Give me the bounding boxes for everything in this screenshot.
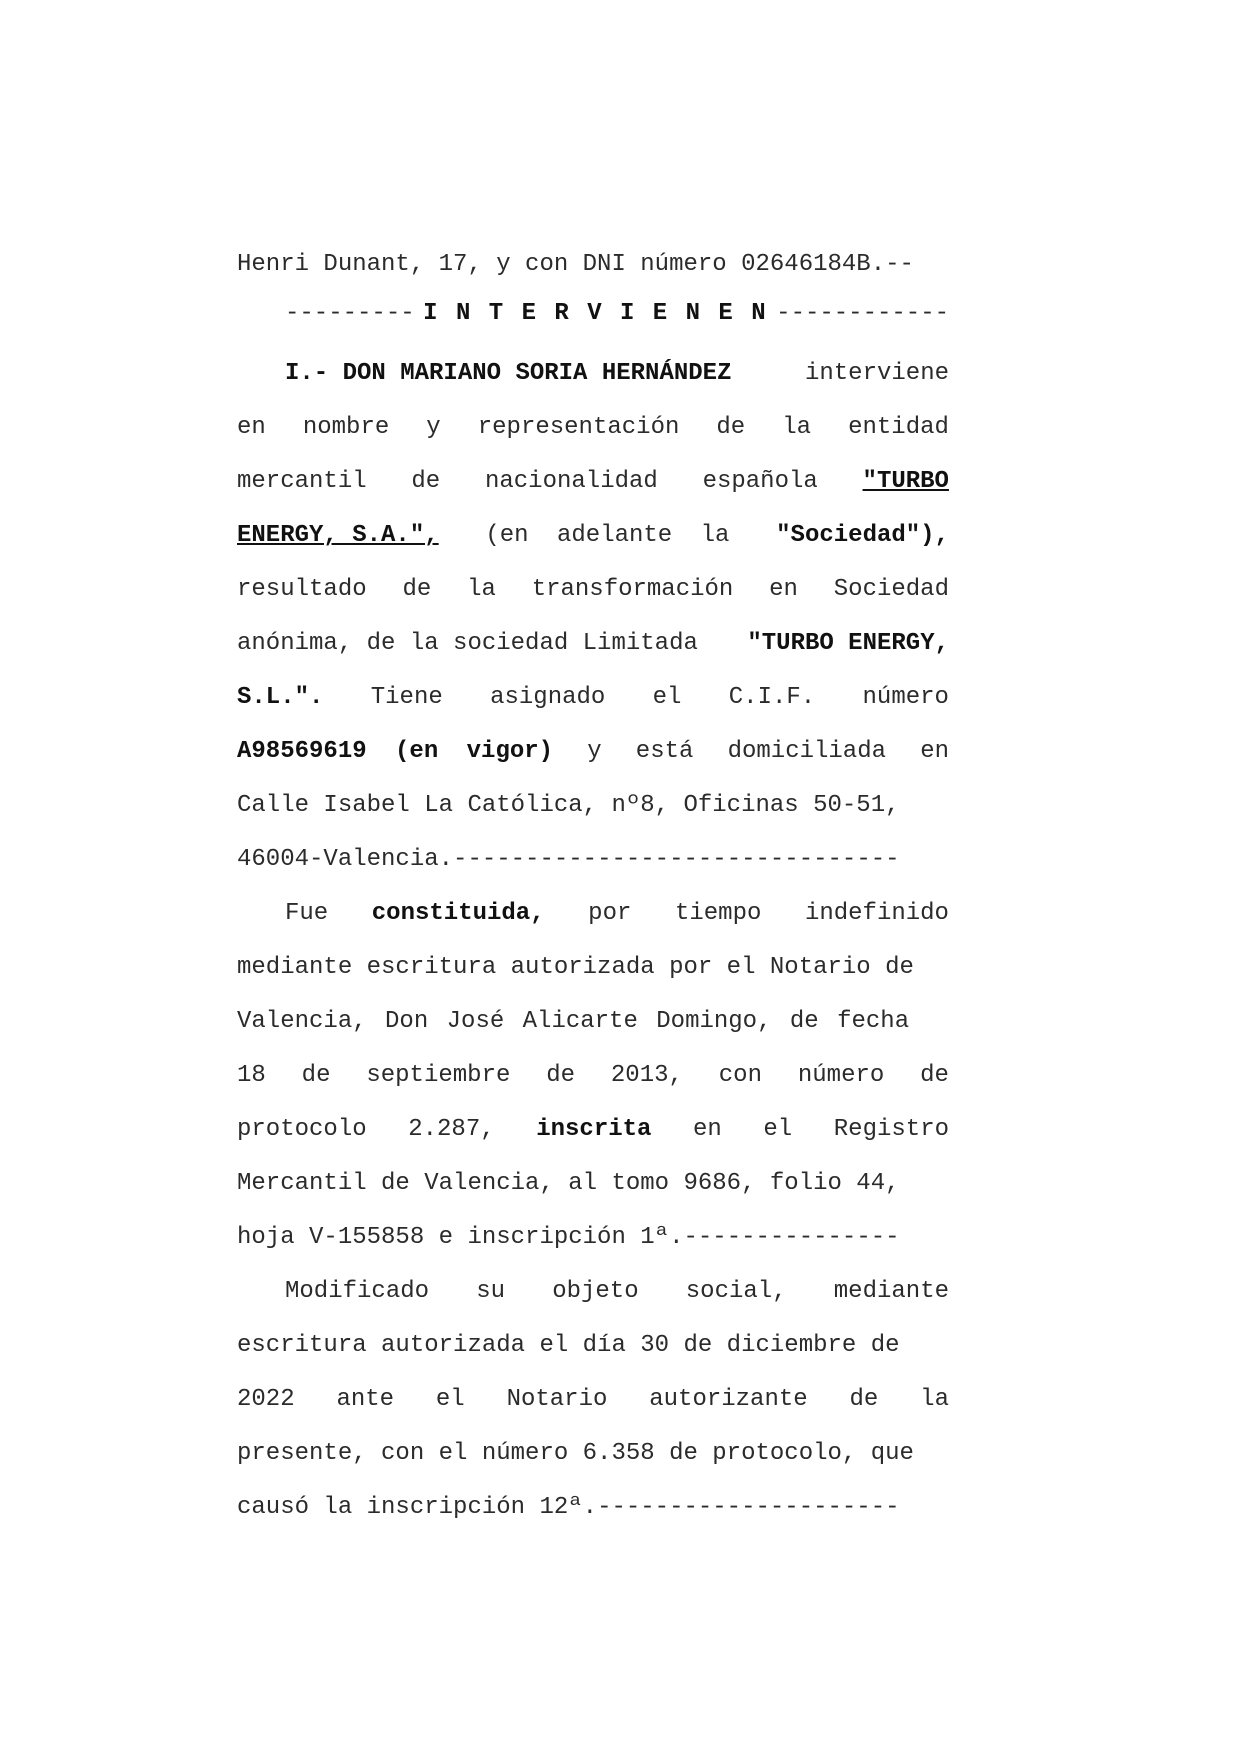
- text-line: [237, 953, 949, 983]
- line-text: hoja V-155858 e inscripción 1ª.: [237, 1224, 684, 1251]
- word: está: [635, 738, 694, 765]
- word: tiempo: [674, 900, 762, 927]
- line-text: causó la inscripción 12ª.: [237, 1494, 598, 1521]
- word: el: [435, 1386, 465, 1413]
- word: el: [763, 1116, 793, 1143]
- text-line: [237, 1331, 949, 1361]
- word: la: [467, 576, 496, 603]
- word: en: [920, 738, 949, 765]
- text-line: [285, 1277, 949, 1307]
- address-text: Calle Isabel La Católica, nº8, Oficinas 50-51,: [237, 792, 900, 819]
- word: entidad: [848, 414, 949, 441]
- word: Tiene: [370, 684, 443, 711]
- word: en: [769, 576, 798, 603]
- word: mercantil: [237, 468, 367, 495]
- word: de: [402, 576, 432, 603]
- word: C.I.F.: [728, 684, 816, 711]
- line-text: escritura autorizada el día 30 de diciembre de: [237, 1332, 900, 1359]
- word: en: [237, 414, 266, 441]
- word: su: [476, 1278, 506, 1305]
- filler-dashes: ---------------: [683, 1224, 900, 1251]
- word: indefinido: [804, 900, 949, 927]
- keyword: inscrita: [536, 1116, 652, 1143]
- word: representación: [477, 414, 680, 441]
- text-line: [237, 1385, 949, 1415]
- line-text: anónima, de la sociedad Limitada: [237, 630, 698, 657]
- word: la: [920, 1386, 949, 1413]
- company-name: ENERGY, S.A.",: [237, 522, 439, 549]
- word: protocolo: [237, 1116, 367, 1143]
- word: y: [587, 738, 602, 765]
- line-text: Mercantil de Valencia, al tomo 9686, folio 44,: [237, 1170, 900, 1197]
- filler-dashes: ---------------------: [597, 1494, 900, 1521]
- text-line: [237, 1439, 949, 1469]
- word: de: [716, 414, 746, 441]
- text-line: [237, 737, 949, 767]
- keyword: constituida,: [371, 900, 545, 927]
- text-line: [237, 845, 927, 875]
- text-line: [237, 1169, 949, 1199]
- text-line: [285, 899, 949, 929]
- word: asignado: [490, 684, 606, 711]
- section-heading: [285, 299, 949, 329]
- word: y: [426, 414, 441, 441]
- text-line: [285, 359, 949, 389]
- word: 2013,: [610, 1062, 683, 1089]
- company-name: S.L.".: [237, 684, 324, 711]
- defined-term: "Sociedad"),: [776, 522, 949, 549]
- word: de: [546, 1062, 576, 1089]
- word: Registro: [833, 1116, 949, 1143]
- word: de: [411, 468, 441, 495]
- line-text: interviene: [804, 360, 949, 387]
- word: mediante: [833, 1278, 949, 1305]
- line-text: (en adelante la: [485, 522, 730, 549]
- word: por: [588, 900, 632, 927]
- word: nombre: [302, 414, 390, 441]
- text-line: [237, 413, 949, 443]
- text-line: [237, 1223, 927, 1253]
- word: en: [693, 1116, 722, 1143]
- heading-left-dashes: ---------: [285, 300, 415, 327]
- word: 2022: [237, 1386, 295, 1413]
- text-line: [237, 1115, 949, 1145]
- heading-title: I N T E R V I E N E N: [423, 300, 768, 327]
- text-line: [237, 575, 949, 605]
- company-name: "TURBO ENERGY,: [747, 630, 949, 657]
- line-text: 46004-Valencia.: [237, 846, 454, 873]
- word: de: [920, 1062, 949, 1089]
- word: de: [301, 1062, 331, 1089]
- text-line: [237, 791, 949, 821]
- heading-right-dashes: ------------: [776, 300, 949, 327]
- word: autorizante: [649, 1386, 808, 1413]
- text-line: [237, 683, 949, 713]
- word: de: [849, 1386, 879, 1413]
- word: Fue: [285, 900, 329, 927]
- text-line: [237, 1007, 949, 1037]
- word: transformación: [531, 576, 734, 603]
- company-name: "TURBO: [862, 468, 949, 495]
- word: objeto: [552, 1278, 639, 1305]
- word: nacionalidad: [484, 468, 658, 495]
- word: 18: [237, 1062, 266, 1089]
- text-line: [237, 467, 949, 497]
- word: el: [652, 684, 682, 711]
- filler-dashes: -------------------------------: [453, 846, 900, 873]
- word: 2.287,: [408, 1116, 495, 1143]
- text-line: [237, 250, 949, 280]
- line-text: Henri Dunant, 17, y con DNI número 02646184B.--: [237, 251, 914, 278]
- word: española: [702, 468, 818, 495]
- word: septiembre: [366, 1062, 511, 1089]
- cif-number: A98569619 (en vigor): [237, 738, 554, 765]
- word: con: [718, 1062, 762, 1089]
- word: Modificado: [285, 1278, 430, 1305]
- line-text: mediante escritura autorizada por el Notario de: [237, 954, 914, 981]
- word: resultado: [237, 576, 367, 603]
- text-line: [237, 629, 949, 659]
- text-line: [237, 1493, 927, 1523]
- word: social,: [685, 1278, 787, 1305]
- line-text: Valencia, Don José Alicarte Domingo, de fecha: [237, 1008, 910, 1035]
- party-name: I.- DON MARIANO SORIA HERNÁNDEZ: [285, 360, 732, 387]
- word: Notario: [506, 1386, 608, 1413]
- word: Sociedad: [833, 576, 949, 603]
- word: la: [782, 414, 812, 441]
- text-line: [237, 1061, 949, 1091]
- text-line: [237, 521, 949, 551]
- word: número: [797, 1062, 885, 1089]
- word: número: [862, 684, 949, 711]
- line-text: presente, con el número 6.358 de protocolo, que: [237, 1440, 914, 1467]
- word: domiciliada: [727, 738, 887, 765]
- word: ante: [336, 1386, 395, 1413]
